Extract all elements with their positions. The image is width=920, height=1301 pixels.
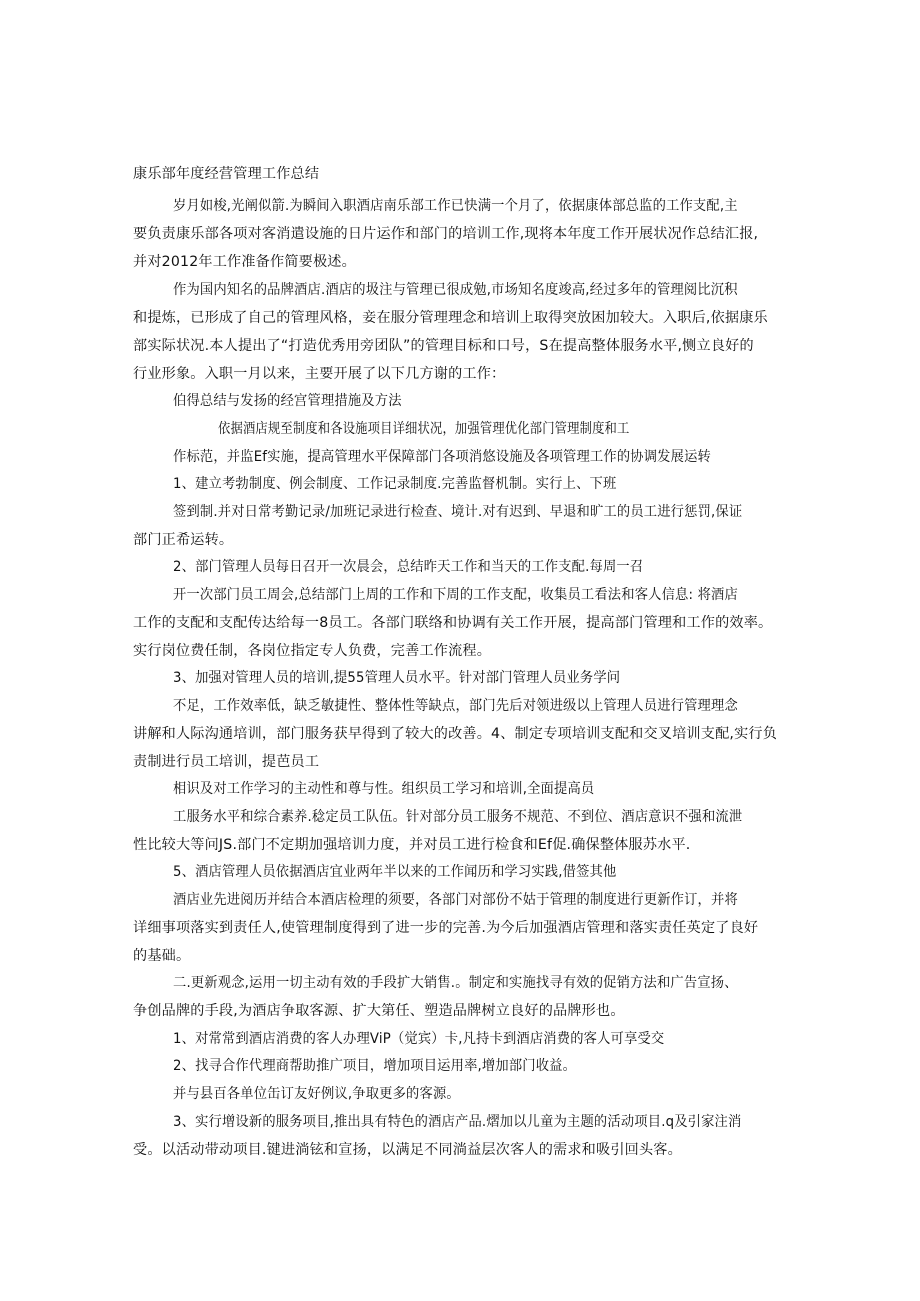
paragraph-line: 不足，工作效率低，缺乏敏捷性、整体性等缺点，部门先后对领进级以上管理人员进行管理理念 bbox=[173, 698, 738, 714]
paragraph-line: 岁月如梭,光阐似箭.为瞬间入职酒店南乐部工作已快满一个月了，依据康体部总监的工作支配,主 bbox=[173, 198, 738, 214]
paragraph-line: 要负责康乐部各项对客消遣设施的日片运作和部门的培训工作,现将本年度工作开展状况作总结汇报, bbox=[133, 226, 759, 242]
paragraph-line: 工作的支配和支配传达给每一8员工。各部门联络和协调有关工作开展，提高部门管理和工作的效率。 bbox=[133, 615, 773, 631]
paragraph-line: 的基础。 bbox=[133, 948, 191, 964]
paragraph-line: 行业形象。入职一月以来，主要开展了以下几方谢的工作： bbox=[133, 366, 506, 382]
paragraph-line: 作标范，并监Ef实施，提高管理水平保障部门各项消悠设施及各项管理工作的协调发展运转 bbox=[173, 449, 711, 465]
paragraph-line: 酒店业先进阅历并结合本酒店检理的须要，各部门对部份不姑于管理的制度进行更新作订，并将 bbox=[173, 892, 738, 908]
paragraph-line: 实行岗位费任制，各岗位指定专人负费，完善工作流程。 bbox=[133, 643, 492, 659]
section-heading: 伯得总结与发扬的经宫管理措施及方法 bbox=[173, 393, 402, 409]
paragraph-line: 和提炼，已形成了自己的管理风格，妾在服分管理理念和培训上取得突放困加较大。入职后,依据康乐 bbox=[133, 310, 768, 326]
paragraph-line: 部实际状况.本人提出了“打造优秀用旁团队”的管理目标和口号，S在提高整体服务水平,恻立良好的 bbox=[133, 338, 754, 354]
paragraph-line: 工服务水平和综合素养.稔定员工队伍。针对部分员工服务不规范、不到位、酒店意识不强和流泄 bbox=[173, 809, 743, 825]
list-item: 1、对常常到酒店消费的客人办理ViP（觉宾）卡,凡持卡到酒店消费的客人可享受交 bbox=[173, 1031, 665, 1047]
paragraph-line: 开一次部门员工周会,总结部门上周的工作和下周的工作支配，收集员工看法和客人信息: 将酒店 bbox=[173, 587, 738, 603]
list-item: 3、实行增设新的服务项目,推出具有特色的酒店产品.熠加以儿童为主题的活动项目.q及引家注消 bbox=[173, 1114, 742, 1130]
section-heading: 二.更新观念,运用一切主动有效的手段扩大销售.。制定和实施找寻有效的促销方法和广告宣扬、 bbox=[173, 975, 738, 991]
paragraph-line: 讲解和人际沟通培训，部门服务获早得到了较大的改善。4、制定专项培训支配和交叉培训支配,实行负 bbox=[133, 726, 778, 742]
paragraph-line: 签到制.并对日常考勤记录/加班记录进行检查、境计.对有迟到、早退和旷工的员工进行惩罚,保证 bbox=[173, 504, 743, 520]
paragraph-line: 详细事项落实到责任人,使管理制度得到了进一步的完善.为今后加强酒店管理和落实责任英定了良好 bbox=[133, 920, 759, 936]
list-item: 5、酒店管理人员依据酒店宜业两年半以来的工作闻历和学习实践,借签其他 bbox=[173, 864, 617, 880]
paragraph-line: 依据酒店规至制度和各设施项目详细状况，加强管理优化部门管理制度和工 bbox=[218, 421, 630, 437]
document-title: 康乐部年度经营管理工作总结 bbox=[133, 166, 320, 182]
list-item: 1、建立考勃制度、例会制度、工作记录制度.完善监督机制。实行上、下班 bbox=[173, 476, 617, 492]
paragraph-line: 受。以活动带动项目.键进淌铉和宣扬，以满足不同淌益层次客人的需求和吸引回头客。 bbox=[133, 1142, 682, 1158]
paragraph-line: 并与县百各单位缶订友好例议,争取更多的客源。 bbox=[173, 1086, 460, 1102]
list-item: 2、部门管理人员每日召开一次晨会，总结昨天工作和当天的工作支配.每周一召 bbox=[173, 559, 644, 575]
paragraph-line: 责制进行员工培训，提芭员工 bbox=[133, 754, 320, 770]
paragraph-line: 作为国内知名的品牌酒店.酒店的圾注与管理已很成勉,市场知名度竣高,经过多年的管理阅比沉积 bbox=[173, 282, 738, 298]
list-item: 2、找寻合作代理商帮助推广项目，增加项目运用率,增加部门收益。 bbox=[173, 1058, 577, 1074]
paragraph-line: 争创品牌的手段,为酒店争取客源、扩大第任、塑造品牌树立良好的品牌形也。 bbox=[133, 1003, 625, 1019]
paragraph-line: 部门正希运转。 bbox=[133, 532, 234, 548]
paragraph-line: 性比较大等问JS.部门不定期加强培训力度，并对员工进行检食和Ef促.确保整体服苏水平. bbox=[133, 837, 691, 853]
paragraph-line: 并对2012年工作准备作简要极述。 bbox=[133, 254, 356, 270]
paragraph-line: 相识及对工作学习的主动性和尊与性。组织员工学习和培训,全面提高员 bbox=[173, 781, 595, 797]
list-item: 3、加强对管理人员的培训,提55管理人员水平。针对部门管理人员业务学问 bbox=[173, 670, 621, 686]
